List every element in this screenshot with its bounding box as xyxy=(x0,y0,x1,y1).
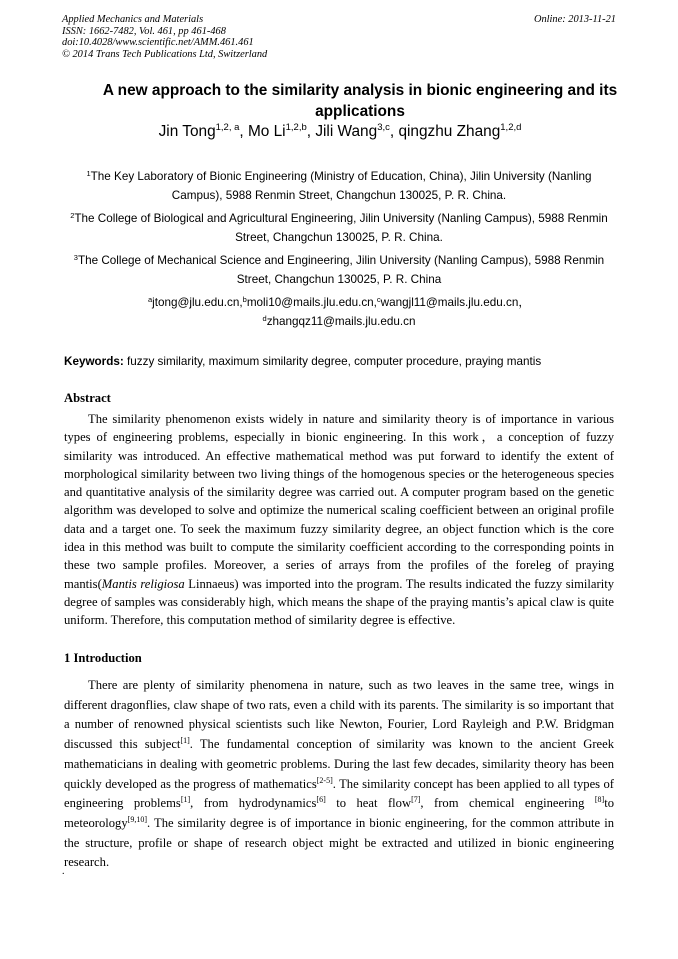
keywords-label: Keywords: xyxy=(64,355,124,368)
email-address: wangjl11@mails.jlu.edu.cn， xyxy=(380,296,531,309)
author-name: qingzhu Zhang xyxy=(398,123,501,140)
affiliation-text: The Key Laboratory of Bionic Engineering (Ministry of Education, China), Jilin University (Nanling Campus), 5988 Renmin Street, Changchun 130025, P. R. China. xyxy=(90,170,592,202)
author-affiliation-mark: 3,c xyxy=(377,122,390,133)
species-name: Mantis religiosa xyxy=(101,576,185,591)
author-separator: , xyxy=(239,123,248,140)
abstract-text: The similarity phenomenon exists widely in nature and similarity theory is of importance in various types of engineering problems, especially in bionic engineering. In this work，a conception of fuzzy similarity was introduced. An effective mathematical method was put forward to identify the extent of morphological similarity between two living things of the homogenous species or the heterogeneous species and quantitative analysis of the similarity degree was carried out. A computer program based on the genetic algorithm was developed to solve and optimize the numerical scaling coefficient between an original profile data and a target one. To seek the maximum fuzzy similarity degree, an object function which is the core idea in this method was built to compute the similarity coefficient according to the corresponding points in these two sample profiles. Moreover, a series of arrays from the profiles of the foreleg of praying mantis( xyxy=(64,412,614,591)
citation: [2-5] xyxy=(316,775,333,785)
intro-text: to meteorology xyxy=(64,796,614,830)
intro-text: , from hydrodynamics xyxy=(190,796,317,811)
trailing-mark: . xyxy=(62,866,65,877)
issn-line: ISSN: 1662-7482, Vol. 461, pp 461-468 xyxy=(62,25,226,37)
intro-text: . The similarity concept has been applied to all types of engineering problems xyxy=(64,776,614,811)
affiliation-text: The College of Biological and Agricultural Engineering, Jilin University (Nanling Campus), 5988 Renmin Street, Changchun 130025, P. R. China. xyxy=(74,212,608,244)
email-address: moli10@mails.jlu.edu.cn, xyxy=(246,296,377,309)
keywords-text: fuzzy similarity, maximum similarity degree, computer procedure, praying mantis xyxy=(123,355,542,368)
intro-text: There are plenty of similarity phenomena in nature, such as two leaves in the same tree, wings in different dragonflies, claw shape of two rats, even a child with its parents. The similarity is so important that a number of renowned physical scientists such like Newton, Fourier, Lord Rayleigh and P.W. Bridgman discussed this subject xyxy=(64,678,614,752)
intro-body xyxy=(64,676,614,873)
email-mark: b xyxy=(242,295,247,304)
paper-title: A new approach to the similarity analysis in bionic engineering and its applications xyxy=(102,82,618,120)
author-separator: , xyxy=(389,123,399,140)
keywords-line xyxy=(64,354,624,370)
email-line-1 xyxy=(64,294,614,313)
email-mark: d xyxy=(262,313,267,323)
affiliation-2 xyxy=(64,210,614,247)
citation: [6] xyxy=(316,795,326,805)
email-address: zhangqz11@mails.jlu.edu.cn xyxy=(266,314,416,328)
author-affiliation-mark: 1,2,d xyxy=(500,122,522,133)
intro-text: . The fundamental conception of similarity was known to the ancient Greek mathematicians in dealing with geometric problems. During the last few decades, similarity theory has been quickly developed as the progress of mathematics xyxy=(64,737,614,791)
affiliation-mark: 2 xyxy=(70,211,75,220)
affiliation-3 xyxy=(64,252,614,289)
abstract-heading: Abstract xyxy=(64,391,111,405)
abstract-text: Linnaeus) was imported into the program. The results indicated the fuzzy similarity degree of samples was considerably high, which means the shape of the praying mantis’s apical claw is quite uniform. Therefore, this computation method of similarity degree is effective. xyxy=(64,576,614,628)
citation: [1] xyxy=(180,736,190,746)
intro-text: . The similarity degree is of importance in bionic engineering, for the common attribute in the structure, profile or shape of research object might be extracted and utilized in bionic engineering research. xyxy=(64,815,614,870)
copyright-line: © 2014 Trans Tech Publications Ltd, Switzerland xyxy=(62,48,268,60)
affiliation-text: The College of Mechanical Science and Engineering, Jilin University (Nanling Campus), 5988 Renmin Street, Changchun 130025, P. R. China xyxy=(77,254,605,286)
running-header xyxy=(62,14,616,60)
author-name: Jili Wang xyxy=(315,123,378,140)
author-name: Jin Tong xyxy=(158,123,216,140)
affiliation-1 xyxy=(64,168,614,205)
author-affiliation-mark: 1,2, a xyxy=(215,122,240,133)
intro-text: to heat flow xyxy=(325,796,412,811)
affiliation-mark: 1 xyxy=(86,169,91,178)
email-list xyxy=(64,294,614,331)
intro-text: , from chemical engineering xyxy=(420,796,595,811)
journal-name: Applied Mechanics and Materials xyxy=(62,14,204,25)
author-separator: , xyxy=(306,123,316,140)
citation: [7] xyxy=(411,795,421,805)
abstract-body xyxy=(64,410,614,630)
online-date: Online: 2013-11-21 xyxy=(533,14,616,25)
author-name: Mo Li xyxy=(247,123,286,140)
email-line-2 xyxy=(64,313,614,332)
affiliation-mark: 3 xyxy=(73,253,78,262)
author-affiliation-mark: 1,2,b xyxy=(285,122,307,133)
citation: [8] xyxy=(594,795,605,805)
citation: [1] xyxy=(180,795,191,805)
email-mark: c xyxy=(376,295,381,304)
citation: [9,10] xyxy=(127,814,147,824)
intro-heading: 1 Introduction xyxy=(64,651,142,665)
author-line xyxy=(60,122,620,142)
email-mark: a xyxy=(147,295,153,304)
email-address: jtong@jlu.edu.cn, xyxy=(152,296,243,309)
doi-line: doi:10.4028/www.scientific.net/AMM.461.461 xyxy=(62,37,254,49)
